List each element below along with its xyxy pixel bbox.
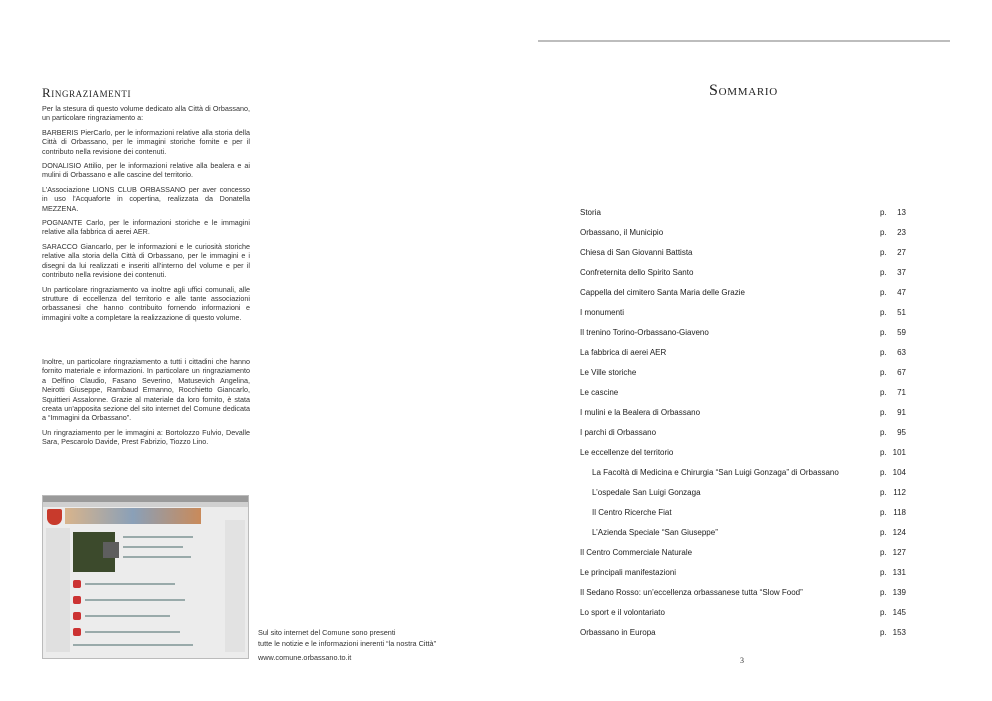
toc-entry-title: Confreternita dello Spirito Santo <box>580 268 694 277</box>
toc-page-label: p. <box>880 608 887 617</box>
site-text-line <box>85 583 175 585</box>
toc-entry-title: Le Ville storiche <box>580 368 637 377</box>
screenshot-caption <box>258 628 436 664</box>
toc-entry-title: La fabbrica di aerei AER <box>580 348 667 357</box>
coat-of-arms-icon <box>47 509 62 525</box>
toc-page-number: 67 <box>897 368 906 377</box>
site-text-line <box>85 599 185 601</box>
site-banner <box>65 508 201 524</box>
site-text-line <box>85 615 170 617</box>
toc-page-label: p. <box>880 628 887 637</box>
toc-entry-title: Lo sport e il volontariato <box>580 608 665 617</box>
toc-entry[interactable] <box>580 607 910 619</box>
toc-page-label: p. <box>880 488 887 497</box>
toc-entry-title: I parchi di Orbassano <box>580 428 657 437</box>
top-rule <box>538 40 950 42</box>
toc-entry-title: L’ospedale San Luigi Gonzaga <box>592 488 701 497</box>
toc-entry[interactable] <box>580 587 910 599</box>
toc-page-number: 37 <box>897 268 906 277</box>
toc-page-label: p. <box>880 268 887 277</box>
site-photo-small <box>103 542 119 558</box>
site-text-line <box>123 556 191 558</box>
ack-paragraph: Un particolare ringraziamento va inoltre agli uffici comunali, alle strutture di eccellenza del territorio e alle tante associazioni orbassanesi che hanno contribuito fornendo informazioni e immagini volte a completare la realizzazione di questo volume. <box>42 284 250 322</box>
site-text-line <box>123 536 193 538</box>
toc-entry-title: I mulini e la Bealera di Orbassano <box>580 408 701 417</box>
toc-page-number: 131 <box>892 568 906 577</box>
toc-page-label: p. <box>880 428 887 437</box>
site-left-menu <box>46 528 70 652</box>
ack-paragraph: DONALISIO Attilio, per le informazioni relative alla bealera e ai mulini di Orbassano e alle cascine del territorio. <box>42 161 250 180</box>
toc-page-number: 153 <box>892 628 906 637</box>
toc-entry-title: La Facoltà di Medicina e Chirurgia “San Luigi Gonzaga” di Orbassano <box>592 468 839 477</box>
toc-page-number: 145 <box>892 608 906 617</box>
toc-page-label: p. <box>880 528 887 537</box>
toc-entry-title: Cappella del cimitero Santa Maria delle Grazie <box>580 288 745 297</box>
toc-page-label: p. <box>880 348 887 357</box>
toc-page-number: 63 <box>897 348 906 357</box>
toc-entry[interactable] <box>580 447 910 459</box>
toc-page-number: 95 <box>897 428 906 437</box>
toc-subentry[interactable] <box>580 467 910 479</box>
toc-page-label: p. <box>880 308 887 317</box>
toc-entry-title: Le eccellenze del territorio <box>580 448 674 457</box>
toc-page-number: 101 <box>892 448 906 457</box>
ack-paragraph: SARACCO Giancarlo, per le informazioni e le curiosità storiche relative alla storia della Città di Orbassano, per le immagini e i disegni da lui realizzati e inseriti all’interno del volume e per il contributo nella revisione dei contenuti. <box>42 241 250 280</box>
toc-entry-title: Chiesa di San Giovanni Battista <box>580 248 693 257</box>
contents-title: Sommario <box>709 82 778 99</box>
toc-page-number: 71 <box>897 388 906 397</box>
site-right-menu <box>225 520 245 652</box>
acknowledgements-text <box>42 104 250 327</box>
toc-page-label: p. <box>880 508 887 517</box>
toc-entry[interactable] <box>580 627 910 639</box>
toc-entry-title: Il Centro Ricerche Fiat <box>592 508 672 517</box>
toc-page-label: p. <box>880 548 887 557</box>
site-text-line <box>85 631 180 633</box>
ack-paragraph: POGNANTE Carlo, per le informazioni storiche e le immagini relative alla fabbrica di aerei AER. <box>42 218 250 237</box>
toc-entry[interactable] <box>580 347 910 359</box>
news-icon <box>73 580 81 588</box>
toc-entry-title: Le cascine <box>580 388 619 397</box>
toc-entry[interactable] <box>580 227 910 239</box>
toc-entry-title: Storia <box>580 208 601 217</box>
site-text-line <box>73 644 193 646</box>
ack-paragraph: L’Associazione LIONS CLUB ORBASSANO per aver concesso in uso l’Acquaforte in copertina, realizzata da Donatella MEZZENA. <box>42 184 250 213</box>
ack-paragraph: Inoltre, un particolare ringraziamento a tutti i cittadini che hanno fornito materiale e informazioni. In particolare un ringraziamento a Delfino Claudio, Fasano Severino, Matusevich Angelina, Neirotti Giuseppe, Rambaud Ermanno, Rocchietto Giancarlo, Squittieri Assalonne. Grazie al materiale da loro fornito, è stata creata un’apposita sezione del sito internet del Comune dedicata a “Immagini da Orbassano”. <box>42 357 250 423</box>
toc-page-number: 27 <box>897 248 906 257</box>
toc-page-number: 13 <box>897 208 906 217</box>
website-url[interactable]: www.comune.orbassano.to.it <box>258 653 352 662</box>
toc-entry-title: Orbassano, il Municipio <box>580 228 664 237</box>
browser-toolbar <box>43 502 248 507</box>
toc-entry-title: L’Azienda Speciale “San Giuseppe” <box>592 528 718 537</box>
toc-page-label: p. <box>880 468 887 477</box>
toc-page-label: p. <box>880 388 887 397</box>
toc-page-label: p. <box>880 208 887 217</box>
toc-entry[interactable] <box>580 327 910 339</box>
toc-page-number: 118 <box>893 508 906 517</box>
toc-entry[interactable] <box>580 247 910 259</box>
website-screenshot-image <box>42 495 249 659</box>
toc-entry[interactable] <box>580 207 910 219</box>
acknowledgements-text-2 <box>42 357 250 452</box>
toc-entry-title: I monumenti <box>580 308 625 317</box>
toc-page-number: 124 <box>892 528 906 537</box>
toc-page-number: 51 <box>897 308 906 317</box>
toc-entry[interactable] <box>580 387 910 399</box>
caption-line: Sul sito internet del Comune sono presenti <box>258 628 396 637</box>
toc-entry-title: Orbassano in Europa <box>580 628 656 637</box>
toc-entry[interactable] <box>580 427 910 439</box>
toc-entry[interactable] <box>580 547 910 559</box>
toc-page-label: p. <box>880 288 887 297</box>
ack-paragraph: Per la stesura di questo volume dedicato alla Città di Orbassano, un particolare ringraziamento a: <box>42 104 250 123</box>
toc-page-label: p. <box>880 368 887 377</box>
toc-entry[interactable] <box>580 307 910 319</box>
toc-page-label: p. <box>880 328 887 337</box>
ack-paragraph: Un ringraziamento per le immagini a: Bortolozzo Fulvio, Devalle Sara, Pescarolo Davide, Prest Fabrizio, Tiozzo Lino. <box>42 427 250 447</box>
toc-entry-title: Le principali manifestazioni <box>580 568 677 577</box>
toc-page-label: p. <box>880 568 887 577</box>
toc-page-number: 139 <box>892 588 906 597</box>
toc-page-number: 104 <box>892 468 906 477</box>
news-icon <box>73 628 81 636</box>
toc-entry[interactable] <box>580 267 910 279</box>
toc-page-number: 59 <box>897 328 906 337</box>
toc-page-number: 91 <box>897 408 906 417</box>
page-number: 3 <box>740 656 744 665</box>
toc-page-label: p. <box>880 588 887 597</box>
toc-entry[interactable] <box>580 567 910 579</box>
news-icon <box>73 612 81 620</box>
toc-entry-title: Il Sedano Rosso: un’eccellenza orbassanese tutta “Slow Food” <box>580 588 803 597</box>
toc-page-number: 112 <box>893 488 906 497</box>
toc-subentry[interactable] <box>580 507 910 519</box>
site-text-line <box>123 546 183 548</box>
toc-entry[interactable] <box>580 367 910 379</box>
toc-entry-title: Il trenino Torino-Orbassano-Giaveno <box>580 328 709 337</box>
news-icon <box>73 596 81 604</box>
toc-page-label: p. <box>880 448 887 457</box>
toc-entry[interactable] <box>580 407 910 419</box>
toc-entry[interactable] <box>580 287 910 299</box>
toc-page-label: p. <box>880 248 887 257</box>
toc-page-label: p. <box>880 408 887 417</box>
toc-page-number: 127 <box>892 548 906 557</box>
toc-page-label: p. <box>880 228 887 237</box>
caption-line: tutte le notizie e le informazioni inerenti “la nostra Città” <box>258 638 437 648</box>
ack-paragraph: BARBERIS PierCarlo, per le informazioni relative alla storia della Città di Orbassano, per le immagini storiche fornite e per il contributo nella revisione dei contenuti. <box>42 127 250 156</box>
toc-subentry[interactable] <box>580 487 910 499</box>
toc-page-number: 23 <box>897 228 906 237</box>
toc-entry-title: Il Centro Commerciale Naturale <box>580 548 693 557</box>
toc-subentry[interactable] <box>580 527 910 539</box>
acknowledgements-title: Ringraziamenti <box>42 85 132 100</box>
toc-page-number: 47 <box>897 288 906 297</box>
